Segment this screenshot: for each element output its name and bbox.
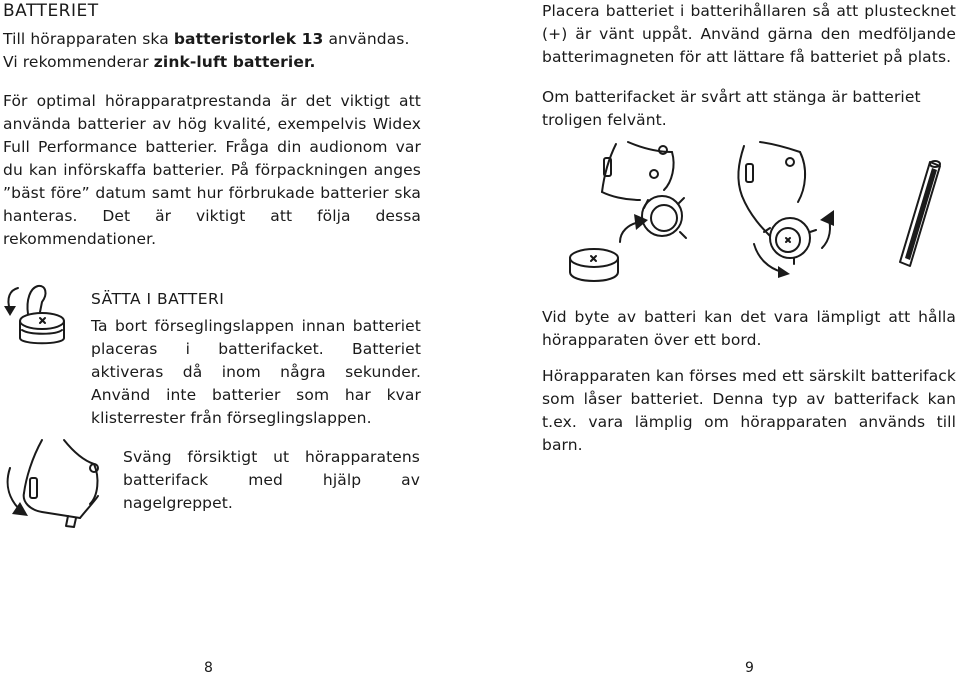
locking-door-paragraph: Hörapparaten kan förses med ett särskilt batterifack som låser batteriet. Denna typ av batterifack kan t.ex. vara lämplig om hörapparaten används till barn. <box>542 367 956 454</box>
swing-out-instructions: Sväng försiktigt ut hörapparatens batterifack med hjälp av nagelgreppet. <box>123 448 420 512</box>
over-table-paragraph: Vid byte av batteri kan det vara lämpligt att hålla hörapparaten över ett bord. <box>542 308 956 349</box>
intro-bold-zinc-air: zink-luft batterier. <box>153 53 316 71</box>
intro-bold-battery-size: batteristorlek 13 <box>173 30 324 48</box>
battery-seal-peel-icon <box>0 282 75 357</box>
intro-paragraph <box>3 28 421 74</box>
battery-quality-paragraph: För optimal hörapparatprestanda är det viktigt att använda batterier av hög kvalité, exempelvis Widex Full Performance batterier. Fråga din audionom var du kan införskaffa batterier. På förpackningen anges ”bäst före” datum samt hur förbrukade batterier ska hanteras. Det är viktigt att följa dessa rekommendationer. <box>3 92 421 248</box>
battery-door-close-icon <box>734 140 854 275</box>
battery-magnet-icon <box>890 158 950 273</box>
page-number-right: 9 <box>745 660 755 676</box>
door-hard-to-close-paragraph: Om batterifacket är svårt att stänga är batteriet troligen felvänt. <box>542 88 921 129</box>
intro-text-1: Till hörapparaten ska <box>3 30 174 48</box>
intro-text-2: användas. Vi rekommenderar <box>3 30 410 71</box>
battery-door-open-icon <box>2 438 107 530</box>
battery-insert-icon <box>558 138 698 288</box>
place-battery-paragraph: Placera batteriet i batterihållaren så att plustecknet (+) är vänt uppåt. Använd gärna den medföljande batterimagneten för att lättare få batteriet på plats. <box>542 2 956 66</box>
seal-instructions: Ta bort förseglingslappen innan batteriet placeras i batterifacket. Batteriet aktiveras då inom några sekunder. Använd inte batterier som har kvar klisterrester från förseglingslappen. <box>91 317 421 427</box>
page-title: BATTERIET <box>3 1 99 21</box>
section-title-insert-battery: SÄTTA I BATTERI <box>91 290 225 308</box>
page-number-left: 8 <box>204 660 214 676</box>
